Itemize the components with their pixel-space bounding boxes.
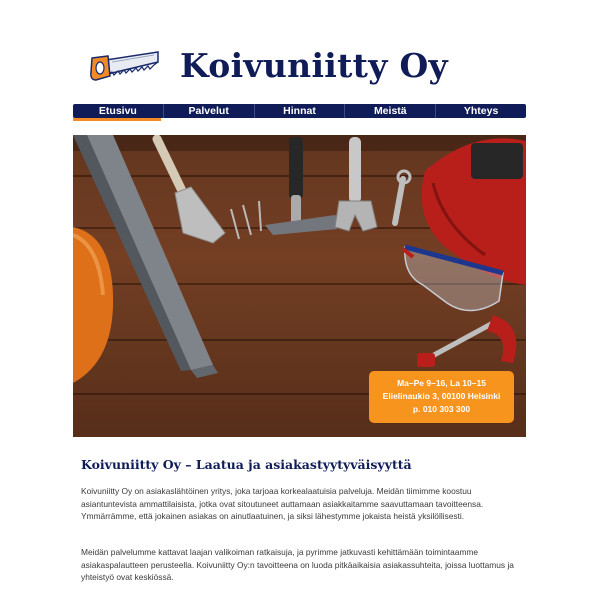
- phone-number[interactable]: p. 010 303 300: [412, 404, 471, 414]
- content-heading: Koivuniitty Oy – Laatua ja asiakastyytyväisyyttä: [81, 457, 412, 472]
- nav-item-hinnat[interactable]: Hinnat: [255, 104, 346, 118]
- nav-item-palvelut[interactable]: Palvelut: [164, 104, 255, 118]
- main-nav: [73, 104, 526, 118]
- site-header: [88, 44, 448, 94]
- opening-hours: Ma–Pe 9–16, La 10–15: [397, 378, 486, 388]
- intro-paragraph: Koivuniitty Oy on asiakaslähtöinen yritys, joka tarjoaa korkealaatuisia palveluja. Meidän tiimimme koostuu asiantuntevista ammattilaisista, jotka ovat sitoutuneet auttamaan asiakkaitamme saavuttamaan tavoitteensa. Ymmärrämme, että jokainen asiakas on ainutlaatuinen, ja siksi lähestymme jokaista heistä yksilöllisesti.: [81, 486, 484, 522]
- saw-logo-icon[interactable]: [88, 50, 160, 84]
- services-paragraph: Meidän palvelumme kattavat laajan valikoiman ratkaisuja, ja pyrimme jatkuvasti kehittämään toimintaamme asiakaspalautteen perusteella. Koivuniitty Oy:n tavoitteena on luoda pitkäaikaisia asiakassuhteita, joissa luottamus ja yhteistyö ovat keskiössä.: [81, 547, 514, 583]
- contact-info-box: [369, 371, 514, 423]
- nav-item-meista[interactable]: Meistä: [345, 104, 436, 118]
- nav-item-yhteys[interactable]: Yhteys: [463, 105, 499, 117]
- address: Elielinaukio 3, 00100 Helsinki: [382, 391, 501, 401]
- site-title: Koivuniitty Oy: [180, 46, 449, 85]
- nav-item-etusivu[interactable]: Etusivu: [73, 104, 164, 118]
- active-nav-indicator: [73, 118, 161, 121]
